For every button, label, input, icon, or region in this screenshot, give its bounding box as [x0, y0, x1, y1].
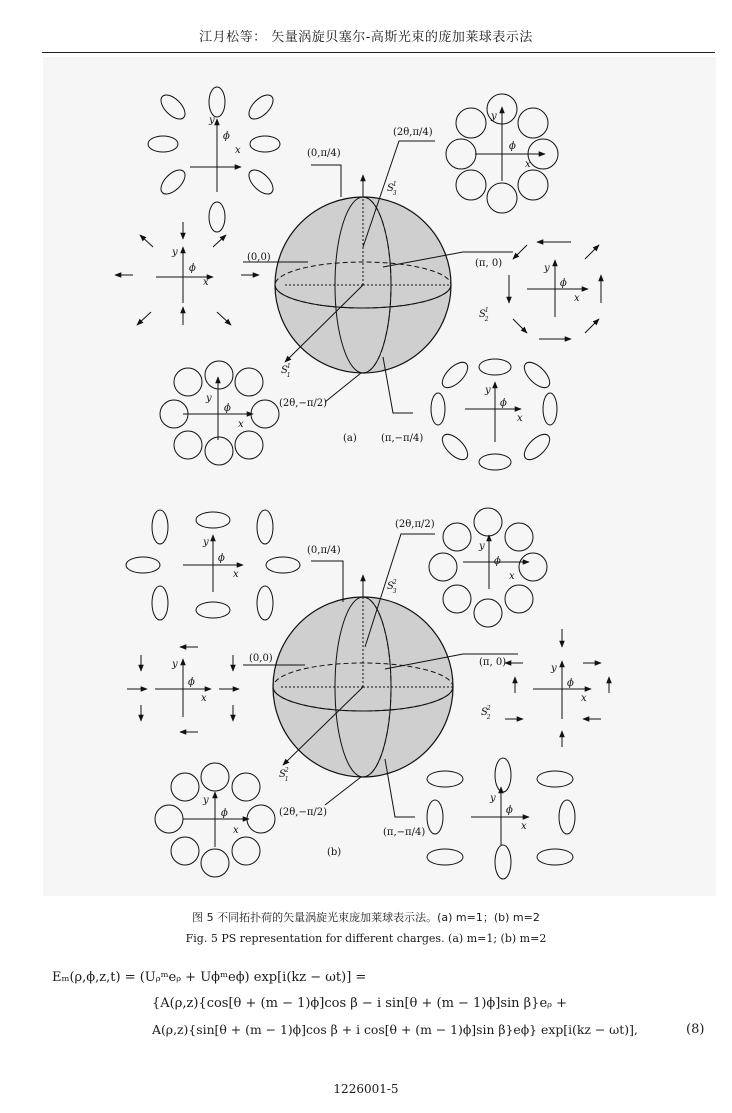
svg-text:ϕ: ϕ	[509, 141, 516, 152]
inset-b-top-left	[126, 510, 300, 620]
panel-a	[115, 87, 601, 470]
inset-a-top-left	[148, 87, 280, 232]
inset-b-top-right	[429, 508, 547, 627]
svg-text:ϕ: ϕ	[500, 398, 507, 409]
caption-chinese: 图 5 不同拓扑荷的矢量涡旋光束庞加莱球表示法。(a) m=1；(b) m=2	[192, 911, 540, 924]
svg-text:ϕ: ϕ	[221, 808, 228, 819]
inset-a-middle-left	[115, 222, 259, 325]
equation-line-2: {A(ρ,z){cos[θ + (m − 1)ϕ]cos β − i sin[θ + (m − 1)ϕ]sin β}eᵨ +	[152, 996, 567, 1011]
svg-text:y: y	[544, 263, 550, 274]
point-b-pi-mpi4: (π,−π/4)	[383, 827, 426, 838]
svg-text:x: x	[233, 825, 239, 836]
inset-b-bottom-right	[427, 758, 575, 879]
inset-b-middle-right	[505, 629, 609, 747]
page-id: 1226001-5	[333, 1082, 399, 1096]
svg-text:S13: S1 3	[387, 181, 397, 197]
point-b-2th-mpi2: (2θ,−π/2)	[279, 807, 328, 818]
point-a-0pi4: (0,π/4)	[307, 148, 341, 159]
svg-text:x: x	[525, 159, 531, 170]
svg-text:y: y	[209, 115, 215, 126]
svg-text:S11: S1 1	[281, 363, 291, 379]
svg-text:S21: S2 1	[279, 767, 289, 783]
svg-text:x: x	[517, 413, 523, 424]
point-a-pi-mpi4: (π,−π/4)	[381, 433, 424, 444]
point-a-00: (0,0)	[247, 252, 271, 263]
svg-text:ϕ: ϕ	[223, 131, 230, 142]
inset-a-bottom-left	[160, 361, 279, 465]
equation-line-3: A(ρ,z){sin[θ + (m − 1)ϕ]cos β + i cos[θ + (m − 1)ϕ]sin β}eϕ} exp[i(kz − ωt)],	[152, 1022, 638, 1037]
running-header: 江月松等： 矢量涡旋贝塞尔-高斯光束的庞加莱球表示法	[199, 30, 533, 45]
svg-text:ϕ: ϕ	[506, 805, 513, 816]
svg-text:x: x	[235, 145, 241, 156]
svg-text:x: x	[203, 277, 209, 288]
svg-text:ϕ: ϕ	[560, 278, 567, 289]
svg-text:x: x	[238, 419, 244, 430]
point-a-pi0: (π, 0)	[475, 258, 503, 269]
poincare-sphere-diagram	[43, 57, 716, 896]
point-b-00: (0,0)	[249, 653, 273, 664]
inset-a-top-right	[446, 94, 558, 213]
svg-text:x: x	[574, 293, 580, 304]
svg-text:S23: S2 3	[387, 579, 397, 595]
figure-5	[43, 57, 716, 896]
svg-text:x: x	[521, 821, 527, 832]
svg-text:y: y	[203, 537, 209, 548]
svg-text:ϕ: ϕ	[567, 678, 574, 689]
svg-text:S12: S1 2	[479, 307, 489, 323]
inset-b-middle-left	[127, 647, 239, 732]
svg-text:ϕ: ϕ	[188, 677, 195, 688]
svg-text:S22: S2 2	[481, 705, 491, 721]
svg-text:y: y	[485, 385, 491, 396]
svg-text:y: y	[206, 393, 212, 404]
inset-b-bottom-left	[155, 763, 275, 877]
svg-text:x: x	[509, 571, 515, 582]
point-a-2th-pi4: (2θ,π/4)	[393, 127, 433, 138]
caption-english: Fig. 5 PS representation for different charges. (a) m=1; (b) m=2	[185, 932, 547, 945]
panel-b-label: (b)	[327, 847, 342, 858]
svg-text:y: y	[491, 111, 497, 122]
svg-text:y: y	[203, 795, 209, 806]
panel-a-label: (a)	[343, 433, 357, 444]
header-rule	[42, 52, 715, 53]
point-a-2th-mpi2: (2θ,−π/2)	[279, 398, 328, 409]
svg-text:ϕ: ϕ	[224, 403, 231, 414]
svg-text:y: y	[490, 793, 496, 804]
svg-text:ϕ: ϕ	[494, 556, 501, 567]
inset-a-middle-right	[509, 242, 601, 339]
equation-line-1: Eₘ(ρ,ϕ,z,t) = (Uᵨᵐeᵨ + Uϕᵐeϕ) exp[i(kz − ωt)] =	[52, 970, 367, 985]
equation-number: (8)	[686, 1022, 705, 1037]
svg-text:ϕ: ϕ	[218, 553, 225, 564]
point-b-pi0: (π, 0)	[479, 657, 507, 668]
svg-text:ϕ: ϕ	[189, 263, 196, 274]
svg-text:x: x	[233, 569, 239, 580]
svg-text:y: y	[172, 659, 178, 670]
inset-a-bottom-right	[431, 358, 557, 470]
svg-text:y: y	[172, 247, 178, 258]
panel-b	[126, 508, 609, 879]
svg-text:y: y	[551, 663, 557, 674]
point-b-2th-pi2: (2θ,π/2)	[395, 519, 435, 530]
point-b-0pi4: (0,π/4)	[307, 545, 341, 556]
svg-text:x: x	[581, 693, 587, 704]
svg-text:y: y	[479, 541, 485, 552]
svg-text:x: x	[201, 693, 207, 704]
